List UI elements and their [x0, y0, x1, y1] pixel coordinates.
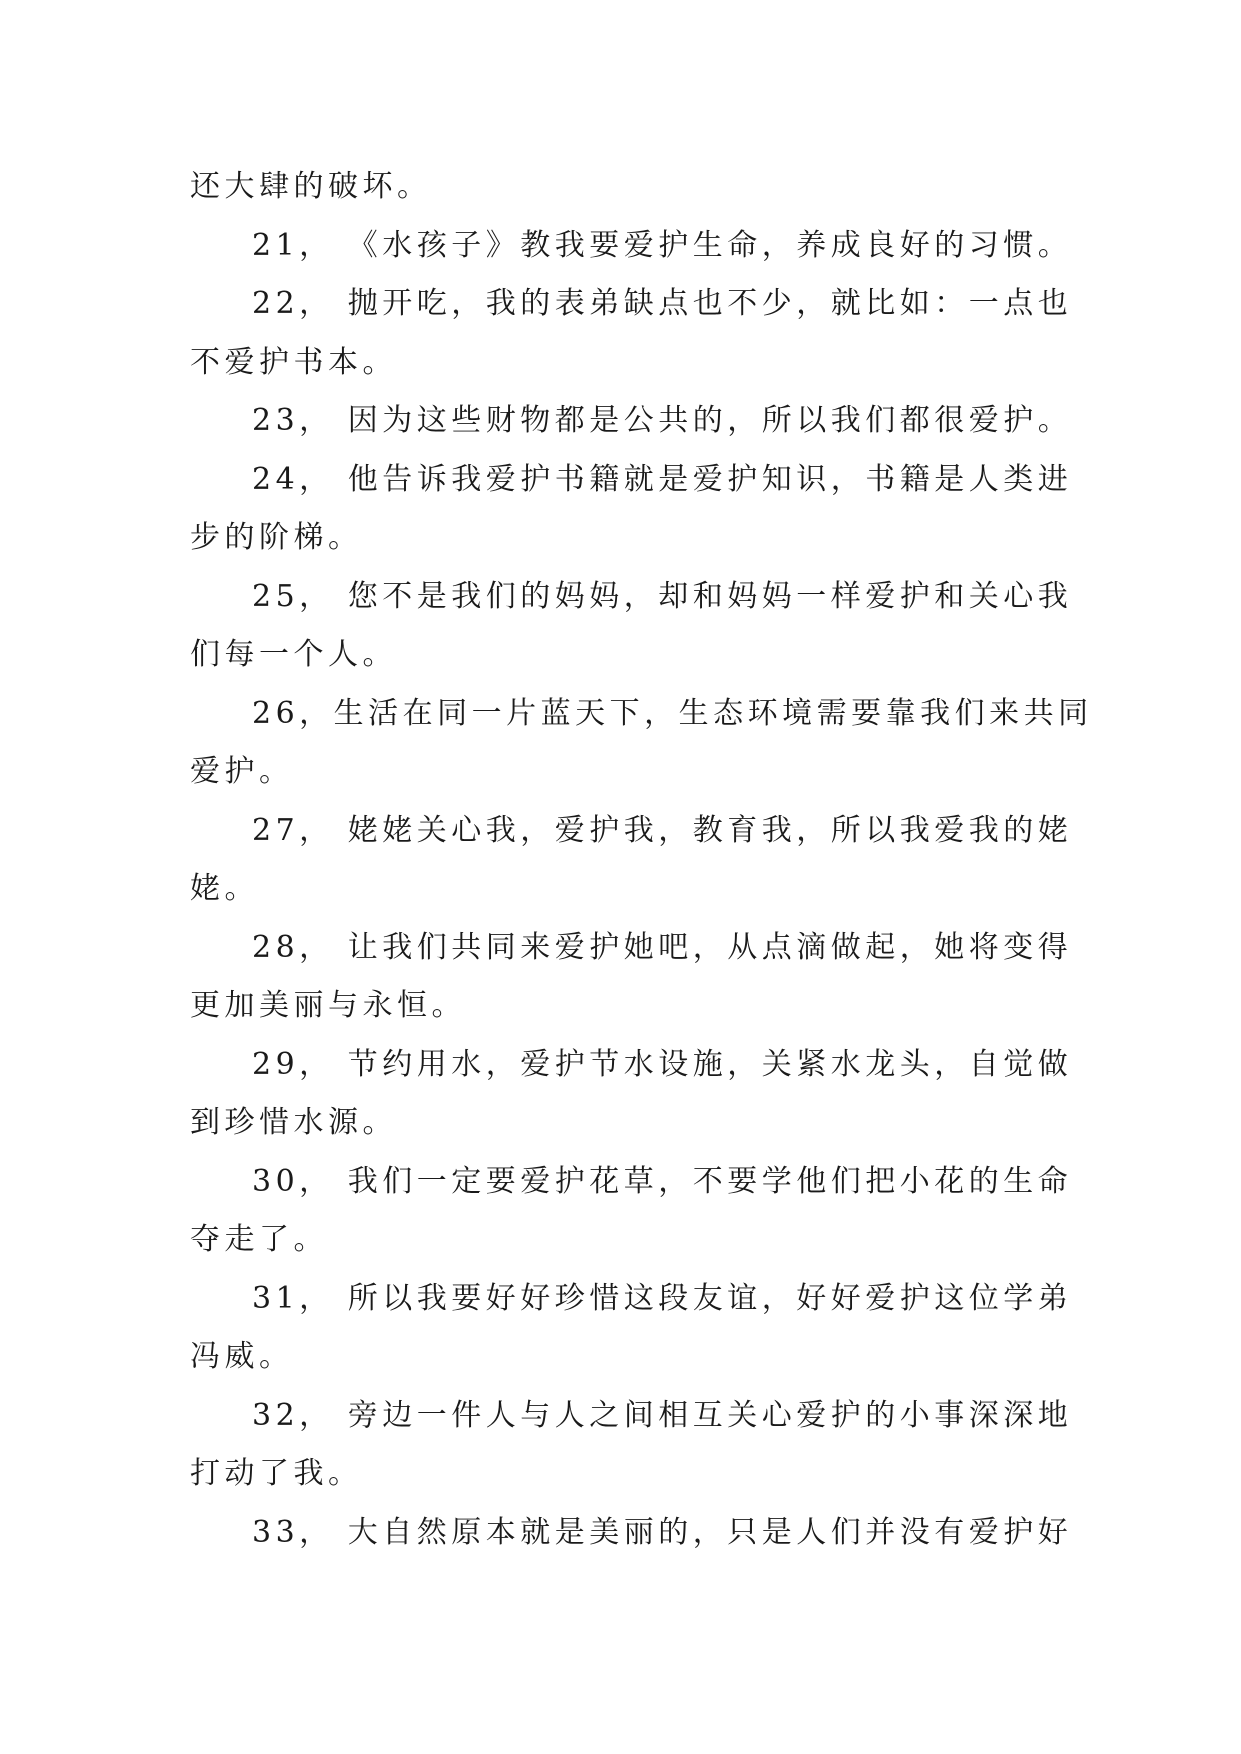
text-line: 26，生活在同一片蓝天下，生态环境需要靠我们来共同: [252, 695, 1093, 731]
text-line: 25， 您不是我们的妈妈，却和妈妈一样爱护和关心我: [252, 578, 1073, 614]
text-line: 23， 因为这些财物都是公共的，所以我们都很爱护。: [252, 403, 1073, 438]
text-line: 到珍惜水源。: [190, 1105, 397, 1140]
text-line: 31， 所以我要好好珍惜这段友谊，好好爱护这位学弟: [252, 1280, 1073, 1316]
text-line: 28， 让我们共同来爱护她吧，从点滴做起，她将变得: [252, 929, 1073, 965]
text-line: 32， 旁边一件人与人之间相互关心爱护的小事深深地: [252, 1397, 1073, 1433]
text-line: 更加美丽与永恒。: [190, 988, 466, 1023]
text-line: 27， 姥姥关心我，爱护我，教育我，所以我爱我的姥: [252, 812, 1073, 848]
text-line: 33， 大自然原本就是美丽的，只是人们并没有爱护好: [252, 1514, 1073, 1550]
document-body: [190, 158, 1093, 1562]
text-line: 步的阶梯。: [190, 520, 363, 555]
text-line: 29， 节约用水，爱护节水设施，关紧水龙头，自觉做: [252, 1046, 1073, 1082]
text-line: 30， 我们一定要爱护花草，不要学他们把小花的生命: [252, 1163, 1073, 1199]
text-line: 夺走了。: [190, 1222, 328, 1257]
text-line: 冯威。: [190, 1339, 294, 1374]
text-line: 22， 抛开吃，我的表弟缺点也不少，就比如：一点也: [252, 286, 1073, 321]
text-line: 21， 《水孩子》教我要爱护生命，养成良好的习惯。: [252, 227, 1073, 263]
text-line: 还大肆的破坏。: [190, 169, 432, 204]
text-line: 们每一个人。: [190, 637, 397, 672]
text-line: 爱护。: [190, 754, 294, 789]
text-line: 打动了我。: [190, 1456, 363, 1491]
text-line: 姥。: [190, 871, 259, 906]
text-line: 不爱护书本。: [190, 344, 397, 380]
text-line: 24， 他告诉我爱护书籍就是爱护知识，书籍是人类进: [252, 461, 1073, 497]
